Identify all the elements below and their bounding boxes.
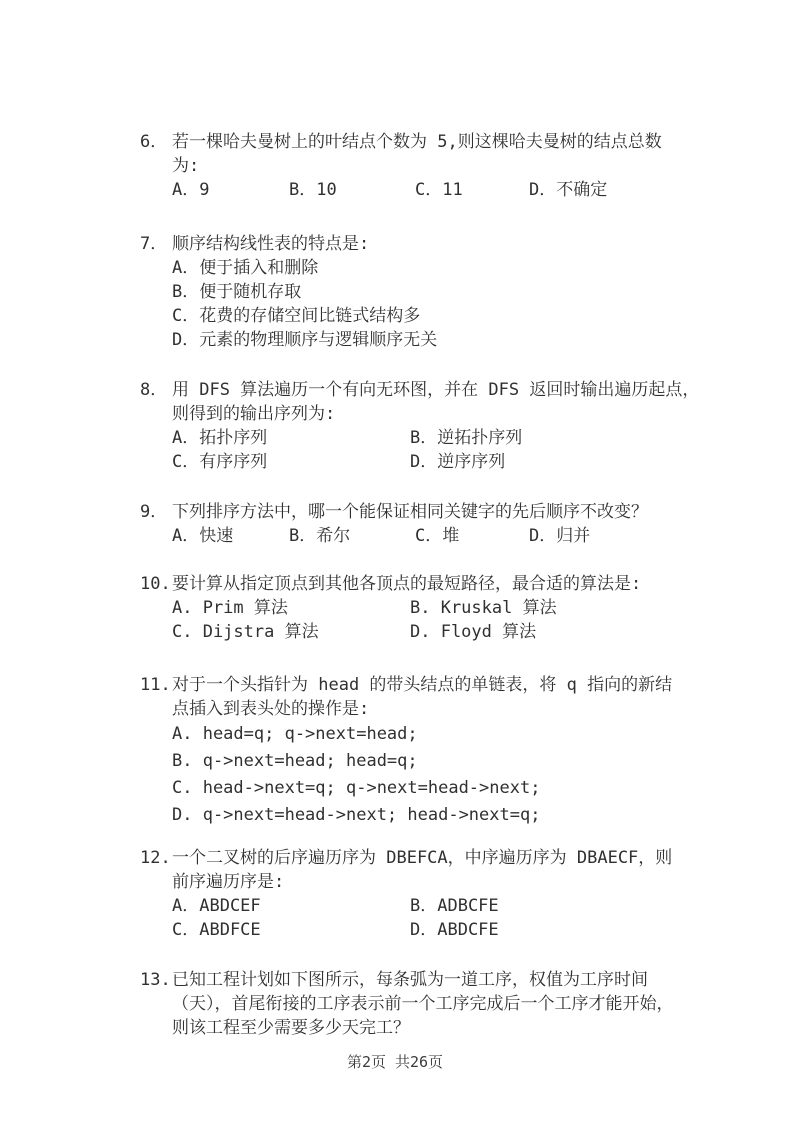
question-line: 为: [172,156,200,176]
question-number: 6． [140,132,168,152]
question-line: 用 DFS 算法遍历一个有向无环图，并在 DFS 返回时输出遍历起点， [172,380,700,400]
question-7 [140,232,690,352]
question-number: 9． [140,502,168,522]
options-row [172,918,690,942]
option-d: D. q->next=head->next; head->next=q; [172,805,541,825]
option-c: C．花费的存储空间比链式结构多 [172,306,421,326]
option-b: B．ADBCFE [410,896,499,916]
option-b: B．10 [289,180,337,200]
question-number: 8． [140,380,168,400]
question-line: 点插入到表头处的操作是: [172,699,370,719]
option-a: A．快速 [172,526,234,546]
question-13 [140,968,690,1040]
question-9 [140,500,690,548]
option-d: D．逆序序列 [410,452,506,472]
question-line: 要计算从指定顶点到其他各顶点的最短路径，最合适的算法是: [172,574,642,594]
options-row [172,620,690,644]
question-line: 则该工程至少需要多少天完工？ [172,1018,410,1038]
question-line: 一个二叉树的后序遍历序为 DBEFCA，中序遍历序为 DBAECF，则 [172,848,673,868]
question-8 [140,378,700,474]
question-10 [140,572,690,644]
option-c: C．有序序列 [172,452,268,472]
option-b: B. Kruskal 算法 [410,598,557,618]
question-line: 前序遍历序是: [172,872,285,892]
option-a: A．ABDCEF [172,896,261,916]
option-d: D．ABDCFE [410,920,499,940]
question-line: 顺序结构线性表的特点是: [172,234,370,254]
option-a: A. Prim 算法 [172,598,288,618]
question-number: 13. [140,970,171,990]
options-row [172,524,690,548]
option-c: C．11 [415,180,463,200]
option-d: D．不确定 [529,180,608,200]
question-line: 已知工程计划如下图所示，每条弧为一道工序，权值为工序时间 [172,970,648,990]
question-number: 12. [140,848,171,868]
question-line: （天），首尾衔接的工序表示前一个工序完成后一个工序才能开始， [172,994,674,1014]
options-row [172,894,690,918]
option-d: D．归并 [529,526,591,546]
option-c: C. head->next=q; q->next=head->next; [172,778,541,798]
option-b: B．便于随机存取 [172,282,302,302]
option-c: C．堆 [415,526,460,546]
options-row [172,178,690,202]
page-indicator: 第2页 共26页 [346,1053,444,1071]
option-d: D. Floyd 算法 [410,622,537,642]
option-b: B．逆拓扑序列 [410,428,523,448]
option-b: B．希尔 [289,526,351,546]
option-a: A．便于插入和删除 [172,258,319,278]
option-c: C．ABDFCE [172,920,261,940]
question-line: 下列排序方法中，哪一个能保证相同关键字的先后顺序不改变？ [172,502,648,522]
option-a: A．9 [172,180,210,200]
option-d: D．元素的物理顺序与逻辑顺序无关 [172,330,438,350]
question-11 [140,673,690,829]
question-line: 则得到的输出序列为: [172,404,336,424]
options-row [172,450,690,474]
question-number: 10. [140,574,171,594]
question-6 [140,130,690,202]
options-row [172,596,690,620]
question-line: 对于一个头指针为 head 的带头结点的单链表，将 q 指向的新结 [172,675,673,695]
question-line: 若一棵哈夫曼树上的叶结点个数为 5,则这棵哈夫曼树的结点总数 [172,132,662,152]
option-a: A. head=q; q->next=head; [172,724,418,744]
option-c: C. Dijstra 算法 [172,622,319,642]
option-b: B. q->next=head; head=q; [172,751,418,771]
option-a: A．拓扑序列 [172,428,268,448]
question-number: 11. [140,675,171,695]
options-row [172,426,690,450]
question-12 [140,846,690,942]
question-number: 7． [140,234,168,254]
